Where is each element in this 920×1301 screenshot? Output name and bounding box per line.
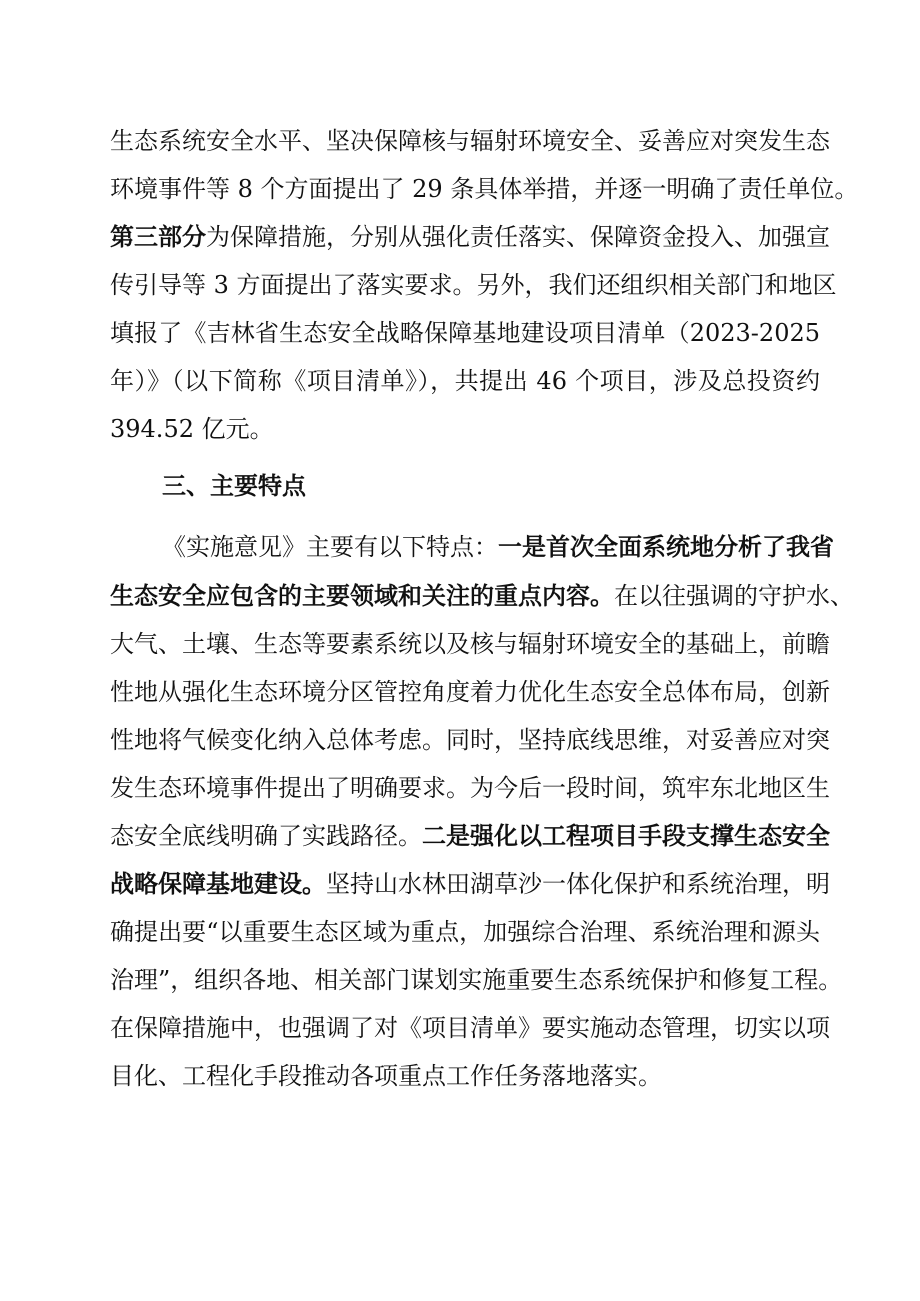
part-three-label: 第三部分 <box>110 222 206 251</box>
para2-line8-rest: 坚持山水林田湖草沙一体化保护和系统治理，明 <box>326 870 830 898</box>
point-one-title-a: 一是首次全面系统地分析了我省 <box>498 532 834 561</box>
para2-line9: 确提出要“以重要生态区域为重点，加强综合治理、系统治理和源头 <box>110 918 820 946</box>
para2-line12: 目化、工程化手段推动各项重点工作任务落地落实。 <box>110 1062 662 1090</box>
para1-line6: 年）》（以下简称《项目清单》），共提出 46 个项目，涉及总投资约 <box>110 367 820 395</box>
point-two-title-b: 战略保障基地建设。 <box>110 869 326 898</box>
para2-line8 <box>110 867 830 901</box>
para1-line4: 传引导等 3 方面提出了落实要求。另外，我们还组织相关部门和地区 <box>110 271 837 299</box>
para1-line5: 填报了《吉林省生态安全战略保障基地建设项目清单（2023-2025 <box>110 319 820 347</box>
section-heading: 三、主要特点 <box>162 471 306 500</box>
para1-line3-rest: 为保障措施，分别从强化责任落实、保障资金投入、加强宣 <box>206 223 830 251</box>
para2-line2 <box>110 579 854 613</box>
para2-line7-intro: 态安全底线明确了实践路径。 <box>110 822 422 850</box>
para2-line11: 在保障措施中，也强调了对《项目清单》要实施动态管理，切实以项 <box>110 1014 830 1042</box>
para1-line2: 环境事件等 8 个方面提出了 29 条具体举措，并逐一明确了责任单位。 <box>110 175 859 203</box>
point-two-title-a: 二是强化以工程项目手段支撑生态安全 <box>422 821 830 850</box>
para2-line6: 发生态环境事件提出了明确要求。为今后一段时间，筑牢东北地区生 <box>110 774 830 802</box>
para1-line3 <box>110 220 830 254</box>
para2-line3: 大气、土壤、生态等要素系统以及核与辐射环境安全的基础上，前瞻 <box>110 630 830 658</box>
para2-line5: 性地将气候变化纳入总体考虑。同时，坚持底线思维，对妥善应对突 <box>110 726 830 754</box>
para2-line1-intro: 《实施意见》主要有以下特点： <box>162 533 498 561</box>
para2-line4: 性地从强化生态环境分区管控角度着力优化生态安全总体布局，创新 <box>110 678 830 706</box>
para2-line10: 治理”，组织各地、相关部门谋划实施重要生态系统保护和修复工程。 <box>110 966 843 994</box>
para2-line1 <box>162 530 834 564</box>
para1-line7: 394.52 亿元。 <box>110 415 274 443</box>
para1-line1: 生态系统安全水平、坚决保障核与辐射环境安全、妥善应对突发生态 <box>110 127 830 155</box>
para2-line7 <box>110 819 830 853</box>
para2-line2-rest: 在以往强调的守护水、 <box>614 582 854 610</box>
point-one-title-b: 生态安全应包含的主要领域和关注的重点内容。 <box>110 581 614 610</box>
